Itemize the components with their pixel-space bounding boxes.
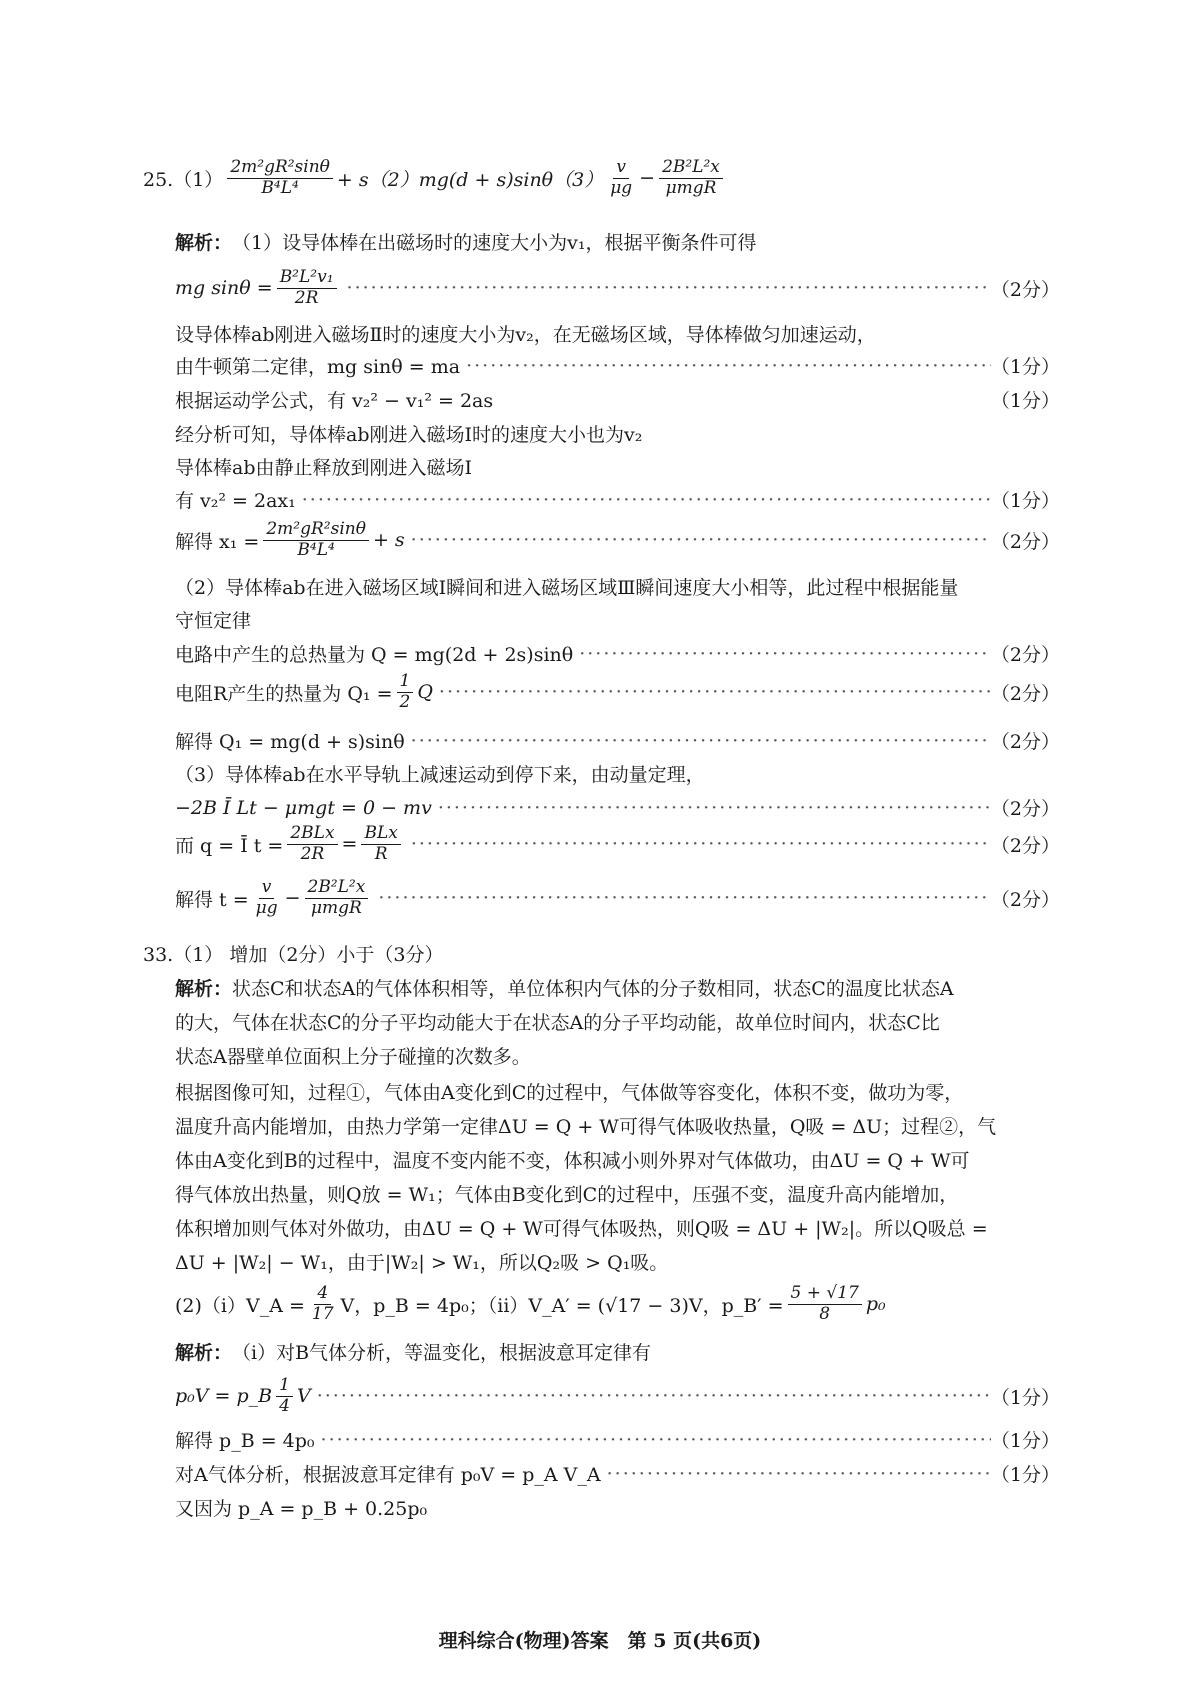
dot-leader [405,833,991,855]
score: （2分） [990,530,1060,553]
fraction: $\frac{v}{\mu g}$ [255,877,278,918]
score: （1分） [990,1430,1060,1452]
text-line: 根据图像可知，过程①，气体由A变化到C的过程中，气体做等容变化，体积不变，做功为零， [175,1082,964,1104]
equation-line: 解得 t = $\frac{v}{\mu g}$ − $\frac{\text{2B²L²x}}{\text{μmgR}}$ ····· （2分） [175,878,1060,918]
text-line: 经分析可知，导体棒ab刚进入磁场Ⅰ时的速度大小也为v₂ [175,424,643,446]
equation-line: p₀V = p_B $\frac{1}{4}$ V ····· （1分） [175,1376,1060,1416]
text-line: 状态A器壁单位面积上分子碰撞的次数多。 [175,1046,531,1068]
fraction: $\frac{\text{2BLx}}{2R}$ [287,824,337,864]
score: （1分） [990,1386,1060,1409]
score: （2分） [990,682,1060,705]
equation-line: 解得 p_B = 4p₀ ····· （1分） [175,1426,1060,1453]
fraction: $\frac{\text{2B²L²x}}{\text{μmgR}}$ [305,878,369,918]
fraction: $\frac{\text{BLx}}{R}$ [361,824,400,864]
text-line: 解析： 状态C和状态A的气体体积相等，单位体积内气体的分子数相同，状态C的温度比状态A [175,974,1060,1001]
equation-line: 电路中产生的总热量为 Q = mg(2d + 2s)sinθ ····· （2分） [175,640,1060,667]
score: （2分） [990,888,1060,911]
text-line: 又因为 p_A = p_B + 0.25p₀ [175,1498,428,1520]
fraction: $\frac{5 + √17}{8}$ [788,1284,862,1324]
q25-answer-line: 25.（1） $\frac{\text{2m²gR²sinθ}}{\text{B⁴L⁴}}$ + s（2）mg(d + s)sinθ（3） $\frac{v}{\mu g}$ − $\frac{\text{2B²L²x}}{\text{μmgR}}$ [143,158,1060,198]
dot-leader [315,1429,991,1451]
fraction: $\frac{1}{4}$ [276,1376,293,1416]
equation-line: 有 v₂² = 2ax₁ ····· （1分） [175,486,1060,513]
q33-number: 33.（1） 增加（2分）小于（3分） [143,944,444,966]
score: （1分） [990,390,1060,412]
analysis-label: 解析： [175,1342,233,1364]
dot-leader [296,489,991,511]
equation-line: 解得 x₁ = $\frac{\text{2m²gR²sinθ}}{\text{B⁴L⁴}}$ + s ····· （2分） [175,520,1060,560]
score: （2分） [990,798,1060,820]
text-line: ΔU + |W₂| − W₁，由于|W₂| > W₁，所以Q₂吸 > Q₁吸。 [175,1252,669,1274]
text-line: 体积增加则气体对外做功，由ΔU = Q + W可得气体吸热，则Q吸 = ΔU + |W₂|。所以Q吸总 = [175,1218,988,1240]
dot-leader [573,643,991,665]
q33-part2-answer: (2)（i）V_A = $\frac{4}{17}$ V，p_B = 4p₀；（ii）V_A′ = (√17 − 3)V，p_B′ = $\frac{5 + √17}{8}$ p₀ [175,1283,886,1324]
page-footer: 理科综合(物理)答案 第 5 页(共6页) [438,1630,762,1652]
text-line: 得气体放出热量，则Q放 = W₁；气体由B变化到C的过程中，压强不变，温度升高内能增加， [175,1184,959,1206]
dot-leader [405,730,991,752]
equation-line: 电阻R产生的热量为 Q₁ = $\frac{1}{2}$ Q ····· （2分） [175,672,1060,712]
q25-analysis-line-1: 解析： （1）设导体棒在出磁场时的速度大小为v₁，根据平衡条件可得 [175,228,1060,255]
score: （2分） [990,278,1060,301]
equation-line: 而 q = Ī t = $\frac{\text{2BLx}}{2R}$ = $\frac{\text{BLx}}{R}$ ····· （2分） [175,824,1060,864]
fraction: $\frac{\text{2B²L²x}}{\text{μmgR}}$ [659,158,723,198]
equation-line: 解得 Q₁ = mg(d + s)sinθ ····· （2分） [175,727,1060,754]
score: （1分） [990,1464,1060,1486]
score: （1分） [990,490,1060,512]
fraction: $\frac{1}{2}$ [397,672,414,712]
dot-leader [405,529,991,551]
equation-line: mg sinθ = $\frac{\text{B²L²v₁}}{2R}$ ····· （2分） [175,268,1060,308]
dot-leader [460,355,991,377]
equation-line: 根据运动学公式，有 v₂² − v₁² = 2as （1分） [175,386,1060,413]
fraction: $\frac{\text{2m²gR²sinθ}}{\text{B⁴L⁴}}$ [227,158,333,198]
dot-leader [341,277,991,299]
q25-number: 25.（1） [143,168,224,191]
equation-line: 由牛顿第二定律，mg sinθ = ma ····· （1分） [175,352,1060,379]
fraction: $\frac{v}{\mu g}$ [610,157,633,198]
score: （1分） [990,356,1060,378]
text-line: 导体棒ab由静止释放到刚进入磁场Ⅰ [175,457,472,479]
analysis-label: 解析： [175,978,233,1000]
dot-leader [372,887,991,909]
fraction: $\frac{\text{B²L²v₁}}{2R}$ [277,268,337,308]
text-line: 设导体棒ab刚进入磁场Ⅱ时的速度大小为v₂，在无磁场区域，导体棒做匀加速运动， [175,324,876,346]
text-line: 温度升高内能增加，由热力学第一定律ΔU = Q + W可得气体吸收热量，Q吸 = ΔU；过程②，气 [175,1116,997,1138]
fraction: $\frac{\text{2m²gR²sinθ}}{\text{B⁴L⁴}}$ [263,520,369,560]
fraction: $\frac{4}{17}$ [311,1283,334,1324]
text-line: 体由A变化到B的过程中，温度不变内能不变，体积减小则外界对气体做功，由ΔU = Q + W可 [175,1150,970,1172]
text-line: 解析： （i）对B气体分析，等温变化，根据波意耳定律有 [175,1338,1060,1365]
equation-line: −2B Ī Lt − μmgt = 0 − mv ····· （2分） [175,794,1060,821]
text-line: （3）导体棒ab在水平导轨上减速运动到停下来，由动量定理， [175,764,705,786]
dot-leader [433,681,991,703]
dot-leader [601,1463,991,1485]
text-line: （2）导体棒ab在进入磁场区域Ⅰ瞬间和进入磁场区域Ⅲ瞬间速度大小相等，此过程中根据能量 [175,577,959,599]
analysis-label: 解析： [175,232,233,254]
q33-answer-line [143,940,1060,967]
text-line: 的大，气体在状态C的分子平均动能大于在状态A的分子平均动能，故单位时间内，状态C比 [175,1012,940,1034]
text-line: 守恒定律 [175,610,252,632]
score: （2分） [990,834,1060,857]
dot-leader [311,1385,991,1407]
equation-line: 对A气体分析，根据波意耳定律有 p₀V = p_A V_A ····· （1分） [175,1460,1060,1487]
dot-leader [432,797,991,819]
score: （2分） [990,644,1060,666]
score: （2分） [990,731,1060,753]
